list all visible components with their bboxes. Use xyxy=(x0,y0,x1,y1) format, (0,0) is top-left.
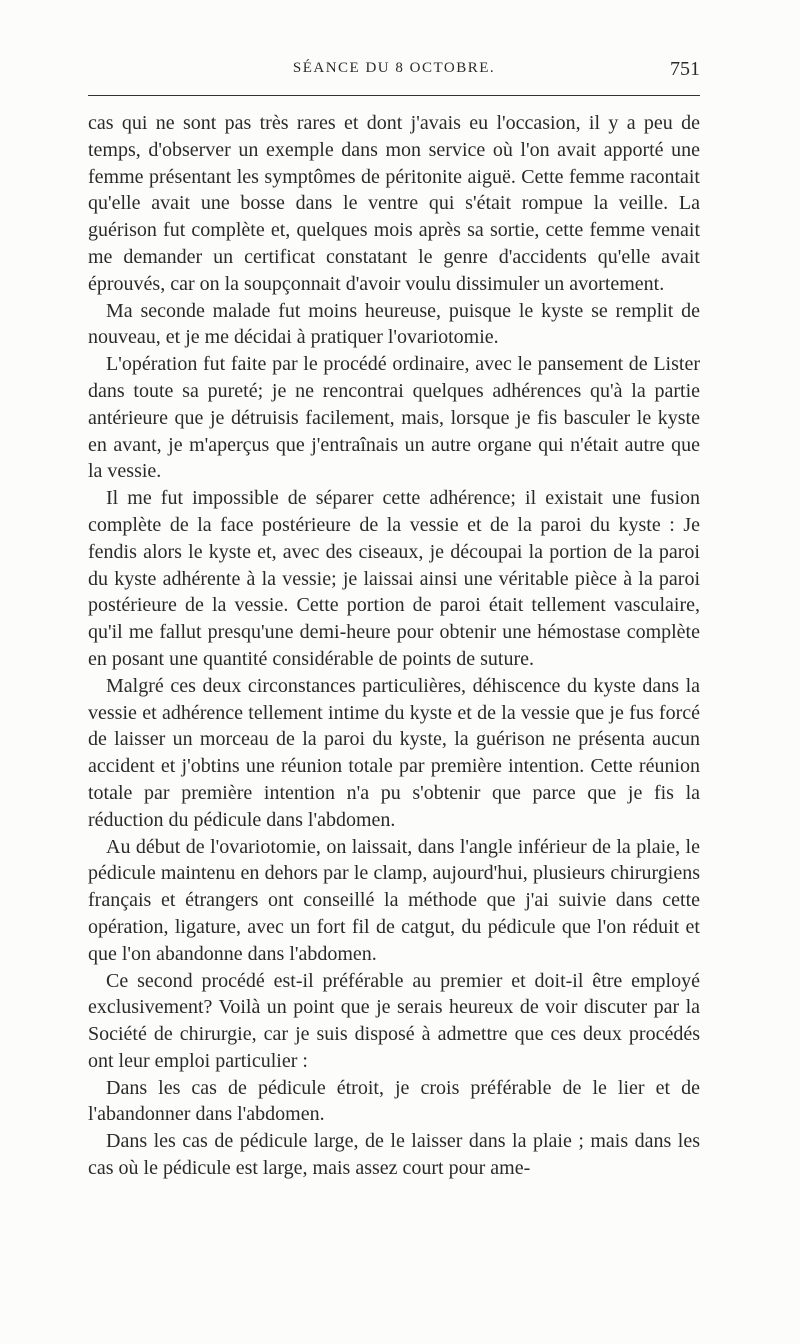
paragraph: Au début de l'ovariotomie, on laissait, dans l'angle inférieur de la plaie, le pédicule maintenu en dehors par le clamp, aujourd'hui, plusieurs chirurgiens français et étrangers ont conseillé la méthode que j'ai suivie dans cette opération, ligature, avec un fort fil de catgut, du pédicule que l'on réduit et que l'on abandonne dans l'abdomen. xyxy=(88,835,700,965)
paragraph: Ma seconde malade fut moins heureuse, puisque le kyste se remplit de nouveau, et je me décidai à pratiquer l'ovariotomie. xyxy=(88,299,700,349)
paragraph: Ce second procédé est-il préférable au premier et doit-il être employé exclusivement? Voilà un point que je serais heureux de voir discuter par la Société de chirurgie, car je suis disposé à admettre que ces deux procédés ont leur emploi particulier : xyxy=(88,969,700,1072)
paragraph: Il me fut impossible de séparer cette adhérence; il existait une fusion complète de la face postérieure de la vessie et de la paroi du kyste : Je fendis alors le kyste et, avec des ciseaux, je découpai la portion de la paroi du kyste adhérente à la vessie; je laissai ainsi une véritable pièce à la paroi postérieure de la vessie. Cette portion de paroi était tellement vasculaire, qu'il me fallut presqu'une demi-heure pour obtenir une hémostase complète en posant une quantité considérable de points de suture. xyxy=(88,487,700,670)
body-text xyxy=(88,110,700,1182)
paragraph: Dans les cas de pédicule large, de le laisser dans la plaie ; mais dans les cas où le pédicule est large, mais assez court pour ame- xyxy=(88,1130,700,1180)
paragraph: cas qui ne sont pas très rares et dont j'avais eu l'occasion, il y a peu de temps, d'observer un exemple dans mon service où l'on avait apporté une femme présentant les symptômes de péritonite aiguë. Cette femme racontait qu'elle avait une bosse dans le ventre qui s'était rompue la veille. La guérison fut complète et, quelques mois après sa sortie, cette femme venait me demander un certificat constatant le genre d'accidents qu'elle avait éprouvés, car on la soupçonnait d'avoir voulu dissimuler un avortement. xyxy=(88,112,700,295)
running-title: SÉANCE DU 8 OCTOBRE. xyxy=(292,60,496,76)
page-number: 751 xyxy=(670,58,700,80)
paragraph: Malgré ces deux circonstances particulières, déhiscence du kyste dans la vessie et adhérence tellement intime du kyste et de la vessie que je fus forcé de laisser un morceau de la paroi du kyste, la guérison ne présenta aucun accident et j'obtins une réunion totale par première intention. Cette réunion totale par première intention n'a pu s'obtenir que parce que je fis la réduction du pédicule dans l'abdomen. xyxy=(88,674,700,831)
header-rule xyxy=(88,95,700,96)
paragraph: L'opération fut faite par le procédé ordinaire, avec le pansement de Lister dans toute sa pureté; je ne rencontrai quelques adhérences qu'à la partie antérieure que je détruisis facilement, mais, lorsque je fis basculer le kyste en avant, je m'aperçus que j'entraînais un autre organe qui n'était autre que la vessie. xyxy=(88,353,700,483)
page-header xyxy=(88,58,700,88)
paragraph: Dans les cas de pédicule étroit, je crois préférable de le lier et de l'abandonner dans l'abdomen. xyxy=(88,1076,700,1126)
